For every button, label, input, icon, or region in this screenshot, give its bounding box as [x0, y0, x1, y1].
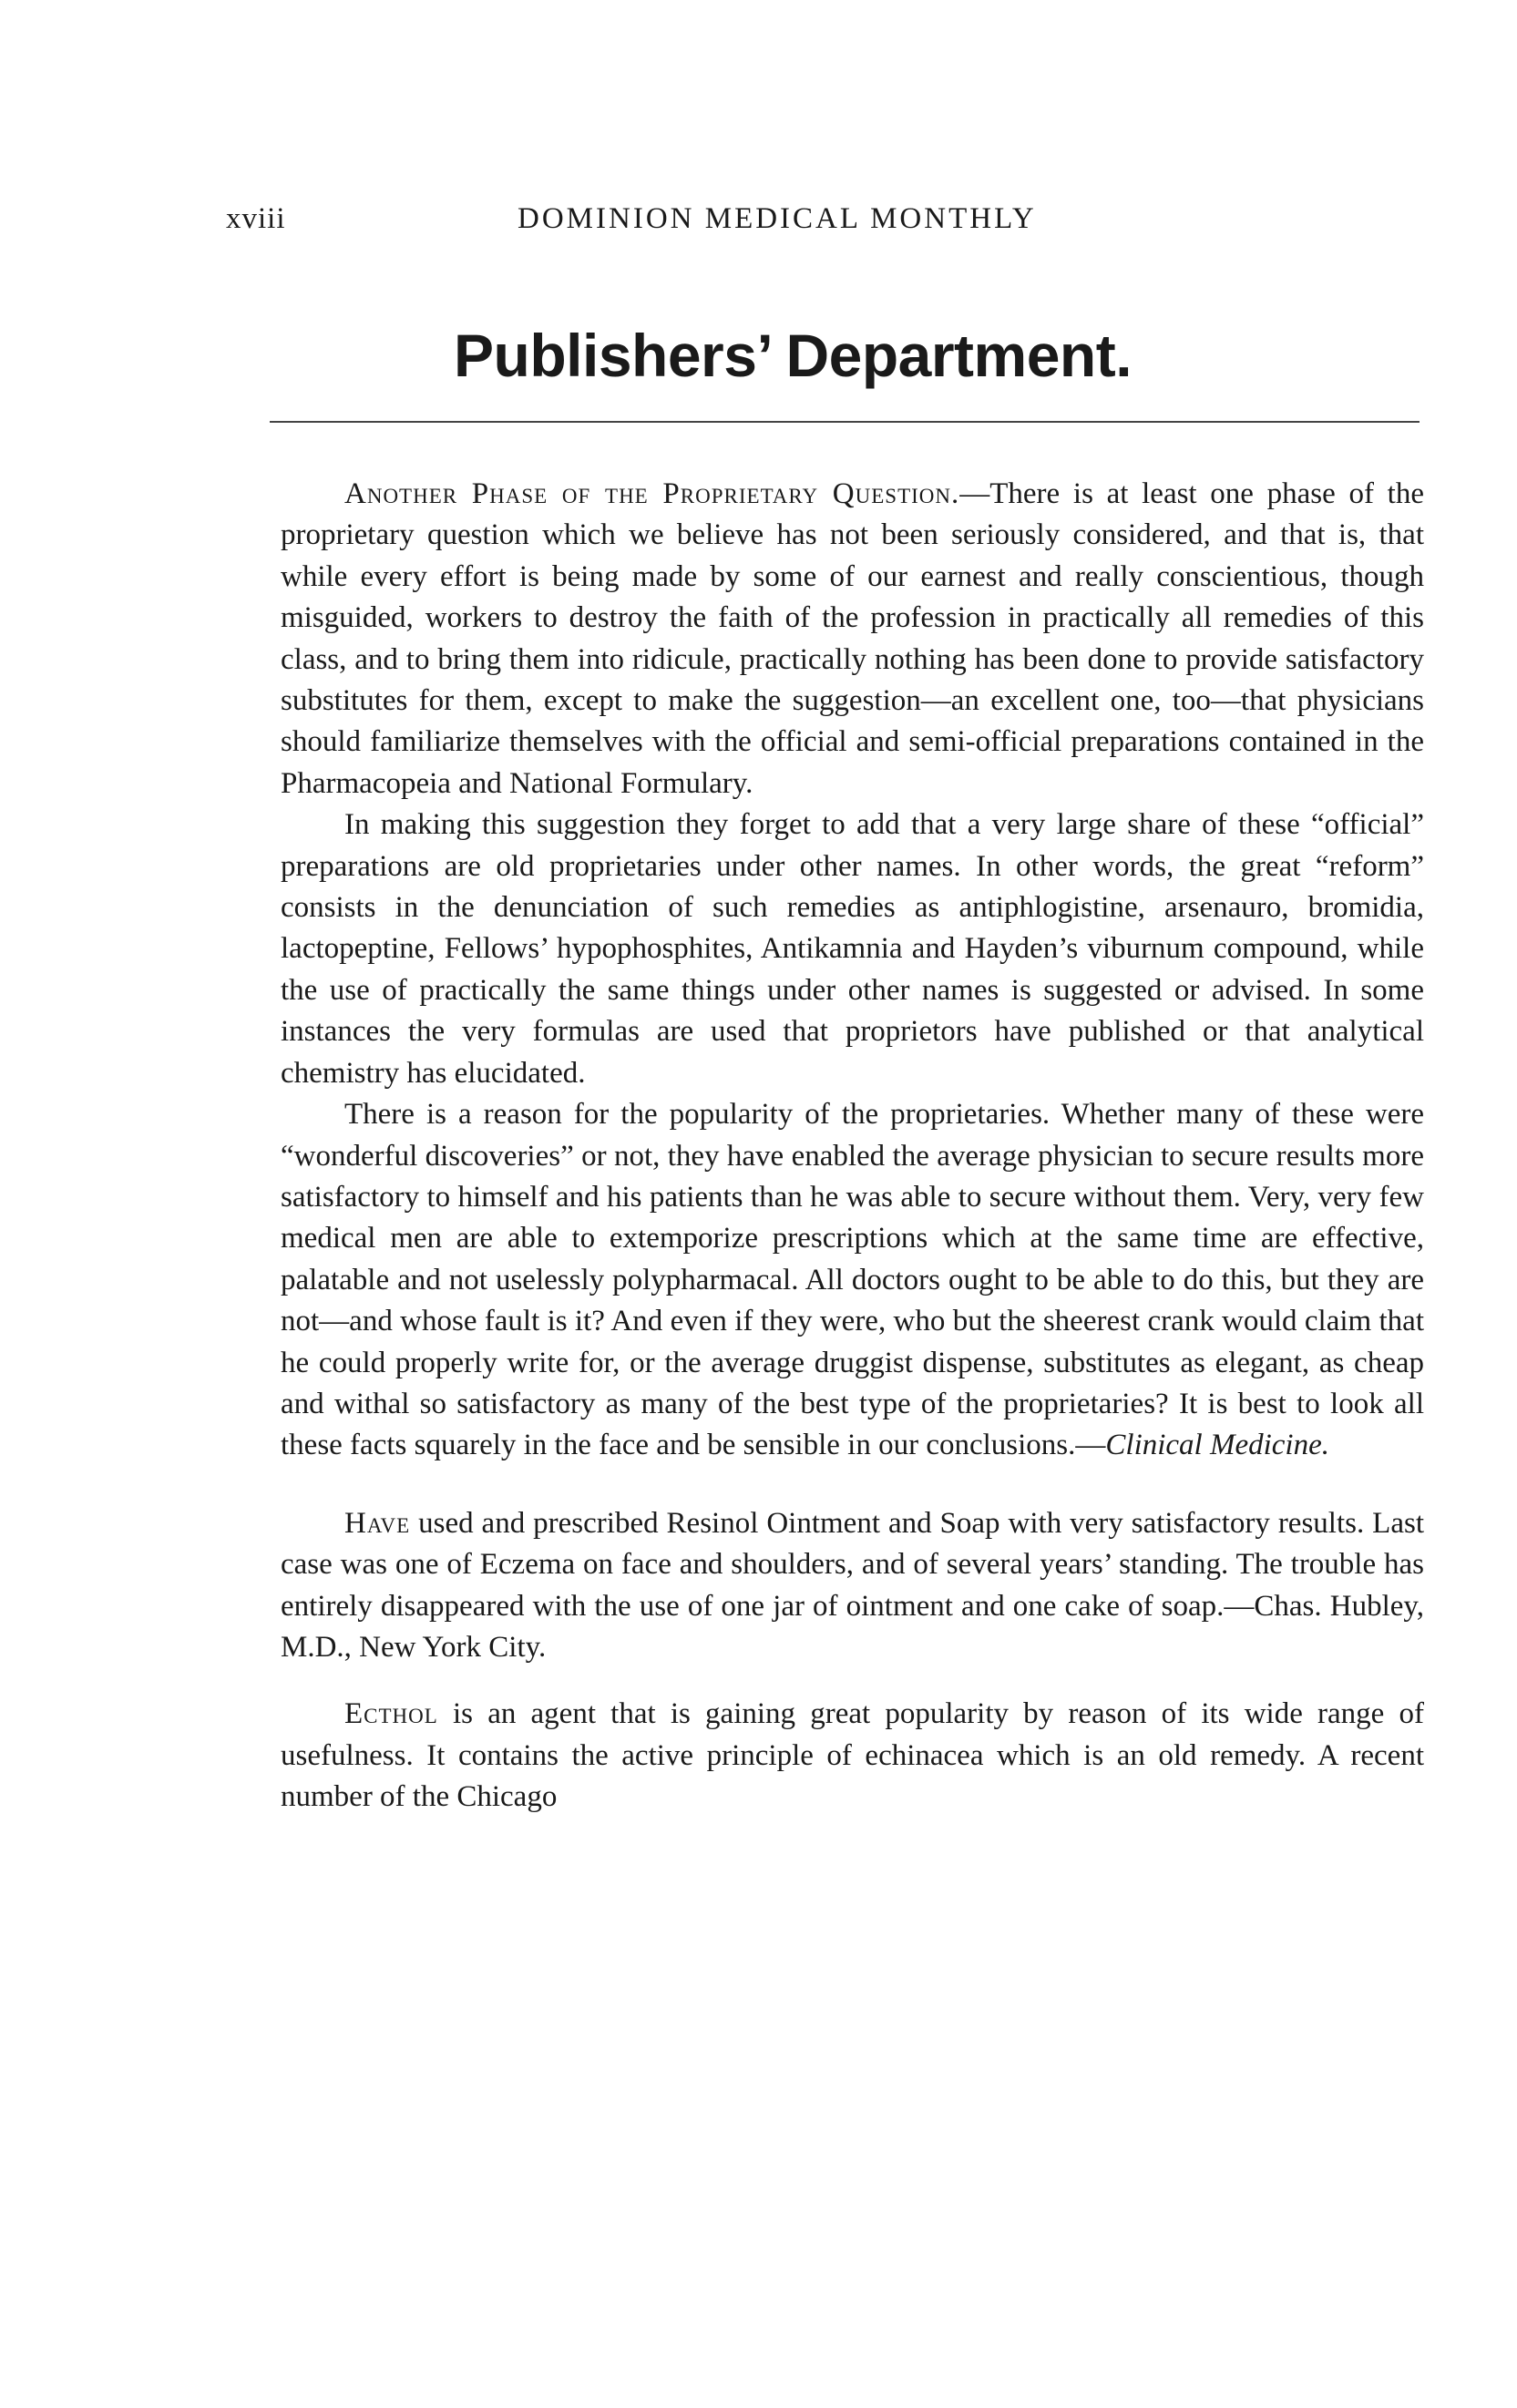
- article-paragraph: In making this suggestion they forget to add that a very large share of these “official” preparations are old proprietaries under other names. In other words, the great “reform” consists in the denunciation of such remedies as antiphlogistine, arsenauro, bromidia, lactopeptine, Fellows’ hypophosphites, Antikamnia and Hayden’s viburnum compound, while the use of practically the same things under other names is suggested or advised. In some instances the very formulas are used that proprietors have published or that analytical chemistry has elucidated.: [281, 808, 1424, 1090]
- paragraph-lead: Have: [344, 1506, 411, 1540]
- article-heading: Another Phase of the Proprietary Question.: [344, 477, 960, 510]
- ecthol-paragraph: [281, 1694, 1424, 1818]
- page-number: xviii: [226, 202, 286, 235]
- testimonial-paragraph: [281, 1503, 1424, 1669]
- department-title: Publishers’ Department.: [454, 322, 1133, 389]
- paragraph-text: used and prescribed Resinol Ointment and Soap with very satisfactory results. Last case was one of Eczema on face and shoulders, and of several years’ standing. The trouble has entirely disappeared with the use of one jar of ointment and one cake of soap.—Chas. Hubley, M.D., New York City.: [281, 1506, 1424, 1664]
- paragraph-text: —There is at least one phase of the proprietary question which we believe has not been seriously considered, and that is, that while every effort is being made by some of our earnest and really conscientious, though misguided, workers to destroy the faith of the profession in practically all remedies of this class, and to bring them into ridicule, practically nothing has been done to provide satisfactory substitutes for them, except to make the suggestion—an excellent one, too—that physicians should familiarize themselves with the official and semi-official preparations contained in the Pharmacopeia and National Formulary.: [281, 477, 1424, 800]
- source-citation: Clinical Medicine.: [1105, 1429, 1329, 1462]
- paragraph-text: is an agent that is gaining great popularity by reason of its wide range of usefulness. It contains the active principle of echinacea which is an old remedy. A recent number of the Chicago: [281, 1697, 1424, 1814]
- article-body: [281, 474, 1424, 1819]
- journal-title: DOMINION MEDICAL MONTHLY: [518, 202, 1037, 235]
- article-paragraph: [281, 1094, 1424, 1467]
- title-divider: [270, 421, 1420, 423]
- paragraph-lead: Ecthol: [344, 1697, 438, 1731]
- article-paragraph: [281, 474, 1424, 804]
- paragraph-text: There is a reason for the popularity of the proprietaries. Whether many of these were “wonderful discoveries” or not, they have enabled the average physician to secure results more satisfactory to himself and his patients than he was able to secure without them. Very, very few medical men are able to extemporize prescriptions which at the same time are effective, palatable and not uselessly polypharmacal. All doctors ought to be able to do this, but they are not—and whose fault is it? And even if they were, who but the sheerest crank would claim that he could properly write for, or the average druggist dispense, substitutes as elegant, as cheap and withal so satisfactory as many of the best type of the proprietaries? It is best to look all these facts squarely in the face and be sensible in our conclusions.—: [281, 1098, 1424, 1462]
